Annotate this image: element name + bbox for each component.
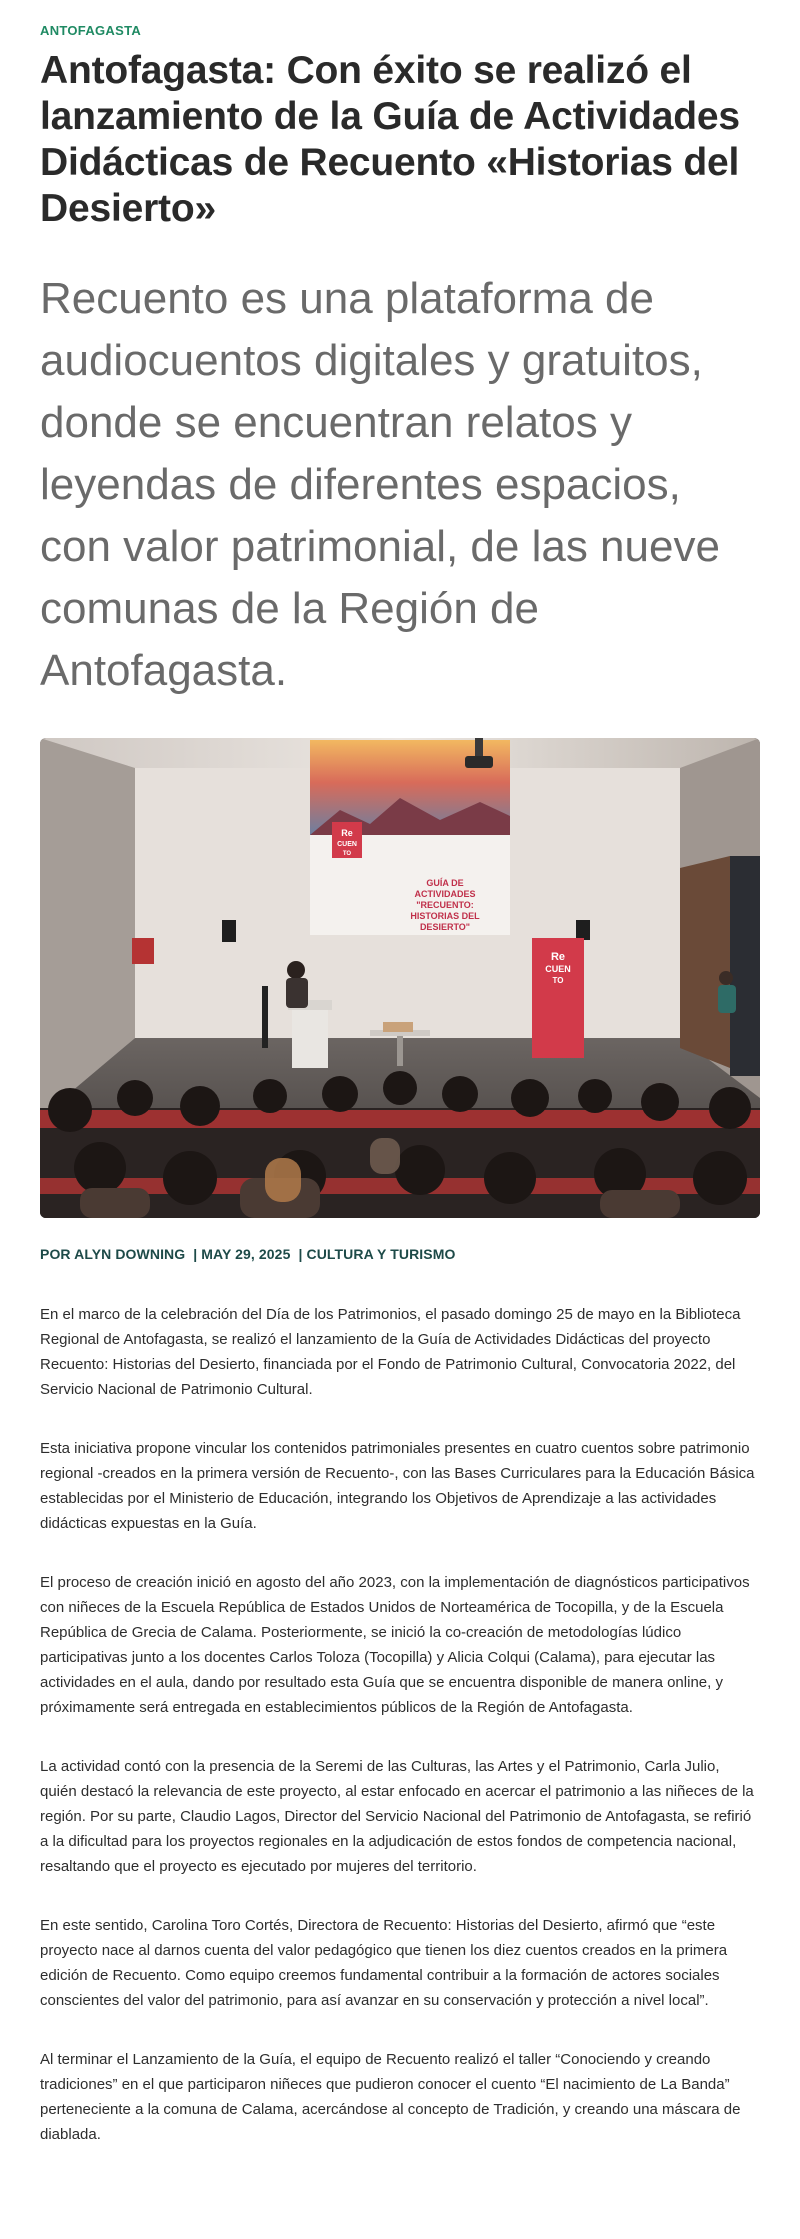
event-photo-illustration [40,738,760,1218]
category-link[interactable]: ANTOFAGASTA [40,23,142,38]
byline-separator: | [298,1246,303,1262]
slide-line-4: HISTORIAS DEL [410,911,480,921]
projected-slide [310,740,510,935]
banner-logo-top: Re [550,951,566,963]
slide-logo-bottom: CUEN [337,841,357,848]
slide-line-2: ACTIVIDADES [414,889,476,899]
author-link[interactable]: ALYN DOWNING [74,1246,186,1262]
banner-logo-bottom: TO [552,976,564,985]
paragraph: La actividad contó con la presencia de la Seremi de las Culturas, las Artes y el Patrimonio, Carla Julio, quién destacó la relevancia de este proyecto, al estar enfocado en acercar el patrimonio a las niñeces de la región. Por su parte, Claudio Lagos, Director del Servicio Nacional del Patrimonio de Antofagasta, se refirió a la dificultad para los proyectos regionales en la adjudicación de estos fondos de competencia nacional, resaltando que el proyecto es ejecutado por mujeres del territorio. [40,1758,754,1875]
paragraph: En el marco de la celebración del Día de los Patrimonios, el pasado domingo 25 de mayo en la Biblioteca Regional de Antofagasta, se realizó el lanzamiento de la Guía de Actividades Didácticas del proyecto Recuento: Historias del Desierto, financiada por el Fondo de Patrimonio Cultural, Convocatoria 2022, del Servicio Nacional de Patrimonio Cultural. [40,1306,741,1398]
paragraph: En este sentido, Carolina Toro Cortés, Directora de Recuento: Historias del Desierto, afirmó que “este proyecto nace al darnos cuenta del valor pedagógico que tienen los diez cuentos creados en la primera edición de Recuento. Como equipo creemos fundamental contribuir a la formación de actores sociales conscientes del valor del patrimonio, para así avanzar en su conservación y protección a nivel local”. [40,1917,728,2009]
paragraph: Esta iniciativa propone vincular los contenidos patrimoniales presentes en cuatro cuentos sobre patrimonio regional -creados en la primera versión de Recuento-, con las Bases Curriculares para la Educación Básica establecidas por el Ministerio de Educación, integrando los Objetivos de Aprendizaje a las actividades didácticas expuestas en la Guía. [40,1440,755,1532]
article-title: Antofagasta: Con éxito se realizó el lanzamiento de la Guía de Actividades Didácticas de Recuento «Historias del Desierto» [40,49,740,230]
hero-photo [40,738,760,1218]
section-link[interactable]: CULTURA Y TURISMO [306,1246,456,1262]
slide-line-1: GUÍA DE [426,878,464,888]
paragraph: El proceso de creación inició en agosto del año 2023, con la implementación de diagnósticos participativos con niñeces de la Escuela República de Estados Unidos de Norteamérica de Tocopilla, y de la Escuela República de Grecia de Calama. Posteriormente, se inició la co-creación de metodologías lúdico participativas junto a los docentes Carlos Toloza (Tocopilla) y Alicia Colqui (Calama), para ejecutar las actividades en el aula, dando por resultado esta Guía que se encuentra disponible de manera online, y próximamente será entregada en establecimientos públicos de la Región de Antofagasta. [40,1574,750,1716]
slide-line-3: "RECUENTO: [416,900,474,910]
roll-up-banner [532,938,584,1058]
article-body [40,1302,760,2147]
byline-prefix: POR [40,1246,71,1262]
banner-logo-mid: CUEN [545,964,571,974]
article-standfirst: Recuento es una plataforma de audiocuentos digitales y gratuitos, donde se encuentran relatos y leyendas de diferentes espacios, con valor patrimonial, de las nueve comunas de la Región de Antofagasta. [40,274,720,695]
publish-date: MAY 29, 2025 [201,1246,291,1262]
paragraph: Al terminar el Lanzamiento de la Guía, el equipo de Recuento realizó el taller “Conociendo y creando tradiciones” en el que participaron niñeces que pudieron conocer el cuento “El nacimiento de La Banda” perteneciente a la comuna de Calama, acercándose al concepto de Tradición, y creando una máscara de diablada. [40,2051,741,2143]
slide-line-5: DESIERTO" [419,922,471,932]
slide-logo-top: Re [341,828,353,838]
byline [40,1246,760,1262]
slide-logo-tail: TO [342,851,352,857]
byline-separator: | [193,1246,198,1262]
